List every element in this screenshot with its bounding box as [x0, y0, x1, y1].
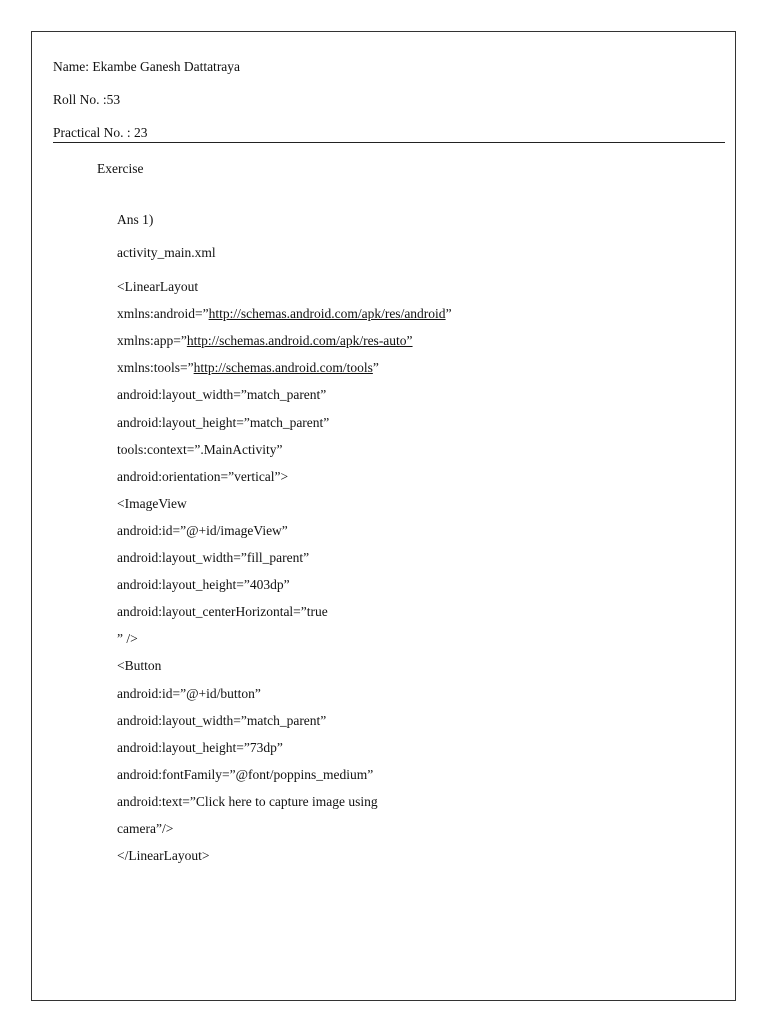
code-line	[117, 767, 373, 783]
code-url-link[interactable]: http://schemas.android.com/tools	[193, 360, 373, 376]
code-text: android:layout_height=”403dp”	[117, 577, 290, 593]
code-line	[117, 415, 329, 431]
code-line	[117, 306, 452, 322]
code-line	[117, 279, 198, 295]
code-text: <LinearLayout	[117, 279, 199, 294]
code-line	[117, 523, 288, 539]
code-line	[117, 794, 378, 810]
code-text: android:layout_height=”match_parent”	[117, 414, 330, 430]
code-line	[117, 848, 209, 864]
code-text: android:id=”@+id/button”	[117, 685, 261, 701]
code-line	[117, 713, 326, 729]
roll-number: Roll No. :53	[53, 92, 121, 107]
code-text: android:layout_height=”73dp”	[117, 739, 283, 755]
code-text: android:layout_centerHorizontal=”true	[117, 604, 328, 620]
code-line	[117, 469, 288, 485]
code-line	[117, 821, 173, 837]
code-text: android:layout_width=”match_parent”	[117, 387, 327, 403]
code-line	[117, 631, 138, 647]
code-text: tools:context=”.MainActivity”	[117, 441, 283, 457]
student-name: Name: Ekambe Ganesh Dattatraya	[53, 59, 241, 74]
code-text: xmlns:tools=”	[117, 360, 194, 376]
code-line	[117, 550, 309, 566]
code-line	[117, 387, 326, 403]
answer-label: Ans 1)	[117, 212, 154, 227]
code-text: <ImageView	[117, 495, 187, 511]
code-text: camera”/>	[117, 821, 174, 836]
code-text: android:layout_width=”fill_parent”	[117, 550, 310, 565]
answer-filename: activity_main.xml	[117, 245, 216, 260]
code-line	[117, 442, 282, 458]
code-url-link[interactable]: http://schemas.android.com/apk/res/android	[208, 306, 446, 322]
code-line	[117, 577, 290, 593]
code-url-link[interactable]: http://schemas.android.com/apk/res-auto”	[186, 333, 413, 349]
code-line	[117, 740, 283, 756]
code-text: <Button	[117, 658, 162, 674]
practical-number: Practical No. : 23	[53, 125, 148, 140]
code-text: android:id=”@+id/imageView”	[117, 522, 288, 538]
code-line	[117, 604, 328, 620]
code-text: ” />	[117, 631, 138, 647]
code-line	[117, 496, 187, 512]
code-line	[117, 360, 379, 376]
code-text: android:orientation=”vertical”>	[117, 468, 289, 484]
header-divider	[53, 142, 725, 143]
section-title: Exercise	[97, 161, 144, 176]
code-text: android:fontFamily=”@font/poppins_medium”	[117, 766, 374, 782]
code-text: android:text=”Click here to capture image using	[117, 793, 378, 809]
code-text: xmlns:app=”	[117, 333, 187, 349]
code-text: xmlns:android=”	[117, 306, 209, 322]
code-text: </LinearLayout>	[117, 848, 210, 864]
code-text-suffix: ”	[372, 360, 379, 376]
code-line	[117, 658, 161, 674]
code-line	[117, 333, 413, 349]
code-text: android:layout_width=”match_parent”	[117, 712, 327, 728]
code-text-suffix: ”	[445, 306, 452, 322]
code-line	[117, 686, 261, 702]
